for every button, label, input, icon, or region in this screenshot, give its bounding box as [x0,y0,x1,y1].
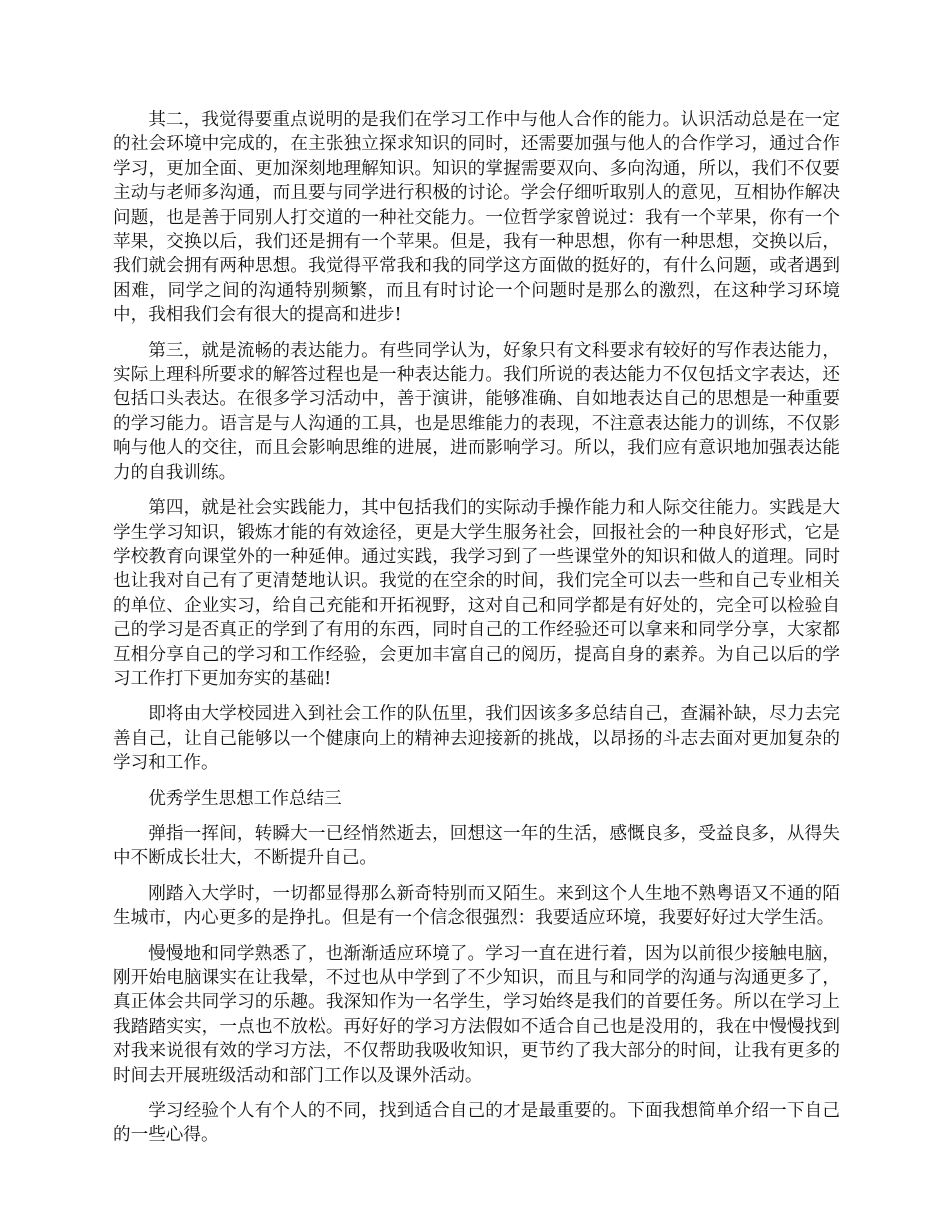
paragraph-practice: 第四，就是社会实践能力，其中包括我们的实际动手操作能力和人际交往能力。实践是大学生学习知识，锻炼才能的有效途径，更是大学生服务社会，回报社会的一种良好形式，它是学校教育向课堂外的一种延伸。通过实践，我学习到了一些课堂外的知识和做人的道理。同时也让我对自己有了更清楚地认识。我觉的在空余的时间，我们完全可以去一些和自己专业相关的单位、企业实习，给自己充能和开拓视野，这对自己和同学都是有好处的，完全可以检验自己的学习是否真正的学到了有用的东西，同时自己的工作经验还可以拿来和同学分享，大家都互相分享自己的学习和工作经验，会更加丰富自己的阅历，提高自身的素养。为自己以后的学习工作打下更加夯实的基础! [113,498,840,689]
paragraph-experience: 学习经验个人有个人的不同，找到适合自己的才是最重要的。下面我想简单介绍一下自己的一些心得。 [113,1101,840,1146]
paragraph-conclusion: 即将由大学校园进入到社会工作的队伍里，我们因该多多总结自己，查漏补缺，尽力去完善自己，让自己能够以一个健康向上的精神去迎接新的挑战，以昂扬的斗志去面对更加复杂的学习和工作。 [113,704,840,774]
paragraph-study: 慢慢地和同学熟悉了，也渐渐适应环境了。学习一直在进行着，因为以前很少接触电脑，刚开始电脑课实在让我晕，不过也从中学到了不少知识，而且与和同学的沟通与沟通更多了，真正体会共同学习的乐趣。我深知作为一名学生，学习始终是我们的首要任务。所以在学习上我踏踏实实，一点也不放松。再好好的学习方法假如不适合自己也是没用的，我在中慢慢找到对我来说很有效的学习方法，不仅帮助我吸收知识，更节约了我大部分的时间，让我有更多的时间去开展班级活动和部门工作以及课外活动。 [113,943,840,1086]
document-page [113,108,840,1159]
paragraph-freshman-year: 弹指一挥间，转瞬大一已经悄然逝去，回想这一年的生活，感慨良多，受益良多，从得失中不断成长壮大，不断提升自己。 [113,823,840,869]
section-heading: 优秀学生思想工作总结三 [148,788,342,809]
paragraph-cooperation: 其二，我觉得要重点说明的是我们在学习工作中与他人合作的能力。认识活动总是在一定的社会环境中完成的，在主张独立探求知识的同时，还需要加强与他人的合作学习，通过合作学习，更加全面、更加深刻地理解知识。知识的掌握需要双向、多向沟通，所以，我们不仅要主动与老师多沟通，而且要与同学进行积极的讨论。学会仔细听取别人的意见，互相协作解决问题，也是善于同别人打交道的一种社交能力。一位哲学家曾说过：我有一个苹果，你有一个苹果，交换以后，我们还是拥有一个苹果。但是，我有一种思想，你有一种思想，交换以后，我们就会拥有两种思想。我觉得平常我和我的同学这方面做的挺好的，有什么问题，或者遇到困难，同学之间的沟通特别频繁，而且有时讨论一个问题时是那么的激烈，在这种学习环境中，我相我们会有很大的提高和进步! [113,110,840,326]
paragraph-expression: 第三，就是流畅的表达能力。有些同学认为，好象只有文科要求有较好的写作表达能力，实际上理科所要求的解答过程也是一种表达能力。我们所说的表达能力不仅包括文字表达，还包括口头表达。在很多学习活动中，善于演讲，能够准确、自如地表达自己的思想是一种重要的学习能力。语言是与人沟通的工具，也是思维能力的表现，不注意表达能力的训练，不仅影响与他人的交往，而且会影响思维的进展，进而影响学习。所以，我们应有意识地加强表达能力的自我训练。 [113,340,840,483]
paragraph-arrival: 刚踏入大学时，一切都显得那么新奇特别而又陌生。来到这个人生地不熟粤语又不通的陌生城市，内心更多的是挣扎。但是有一个信念很强烈：我要适应环境，我要好好过大学生活。 [113,883,840,929]
